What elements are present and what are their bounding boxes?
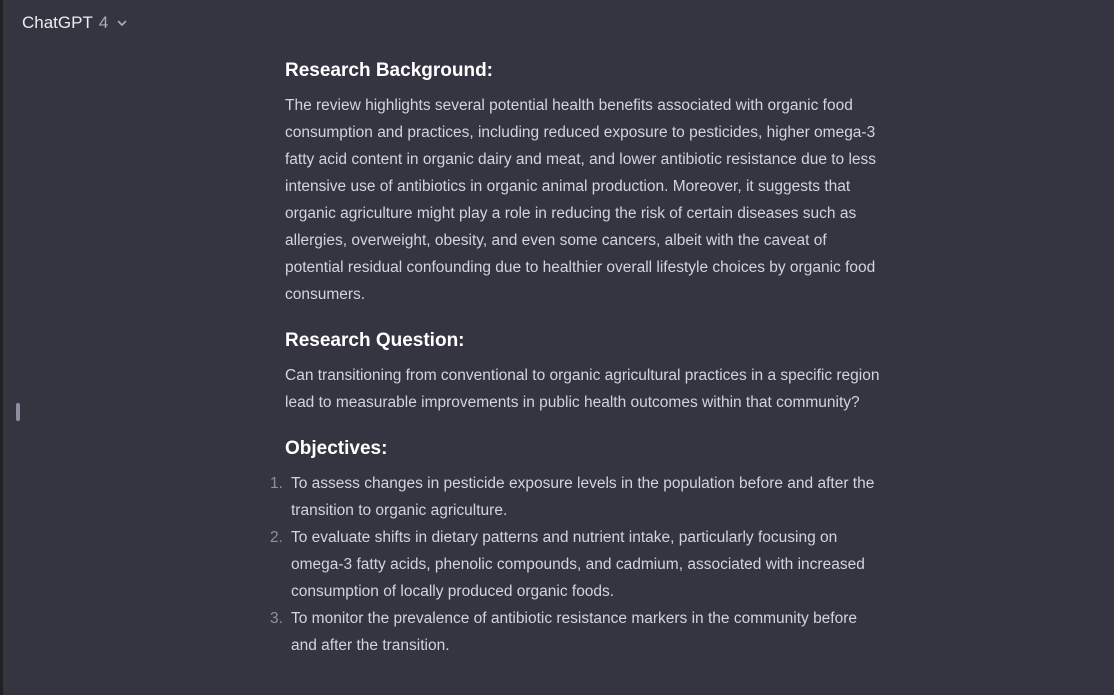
objectives-section bbox=[270, 434, 885, 659]
section-paragraph: Can transitioning from conventional to organic agricultural practices in a specific region lead to measurable improvements in public health outcomes within that community? bbox=[285, 367, 880, 411]
message-content bbox=[270, 56, 885, 659]
list-number: 1. bbox=[270, 475, 283, 492]
model-selector[interactable] bbox=[22, 10, 128, 36]
list-item-text: To assess changes in pesticide exposure levels in the population before and after the transition to organic agriculture. bbox=[291, 475, 875, 519]
sidebar-toggle-handle[interactable] bbox=[16, 403, 20, 421]
model-version: 4 bbox=[98, 13, 109, 32]
sidebar-edge bbox=[0, 0, 3, 695]
list-item bbox=[270, 470, 885, 524]
list-item bbox=[270, 605, 885, 659]
research-background-section bbox=[285, 56, 885, 308]
list-item-text: To evaluate shifts in dietary patterns and nutrient intake, particularly focusing on omega-3 fatty acids, phenolic compounds, and cadmium, associated with increased consumption of locally produced organic foods. bbox=[291, 529, 865, 600]
section-heading: Research Background: bbox=[285, 60, 494, 81]
section-paragraph: The review highlights several potential health benefits associated with organic food consumption and practices, including reduced exposure to pesticides, higher omega-3 fatty acid content in organic dairy and meat, and lower antibiotic resistance due to less intensive use of antibiotics in organic animal production. Moreover, it suggests that organic agriculture might play a role in reducing the risk of certain diseases such as allergies, overweight, obesity, and even some cancers, albeit with the caveat of potential residual confounding due to healthier overall lifestyle choices by organic food consumers. bbox=[285, 97, 877, 303]
chevron-down-icon bbox=[116, 17, 128, 29]
list-number: 2. bbox=[270, 529, 283, 546]
research-question-section bbox=[285, 326, 885, 416]
list-number: 3. bbox=[270, 610, 283, 627]
section-heading: Research Question: bbox=[285, 330, 465, 351]
objectives-list bbox=[270, 470, 885, 659]
model-name: ChatGPT bbox=[22, 13, 93, 32]
list-item-text: To monitor the prevalence of antibiotic resistance markers in the community before and after the transition. bbox=[291, 610, 858, 654]
section-heading: Objectives: bbox=[285, 438, 388, 459]
list-item bbox=[270, 524, 885, 605]
